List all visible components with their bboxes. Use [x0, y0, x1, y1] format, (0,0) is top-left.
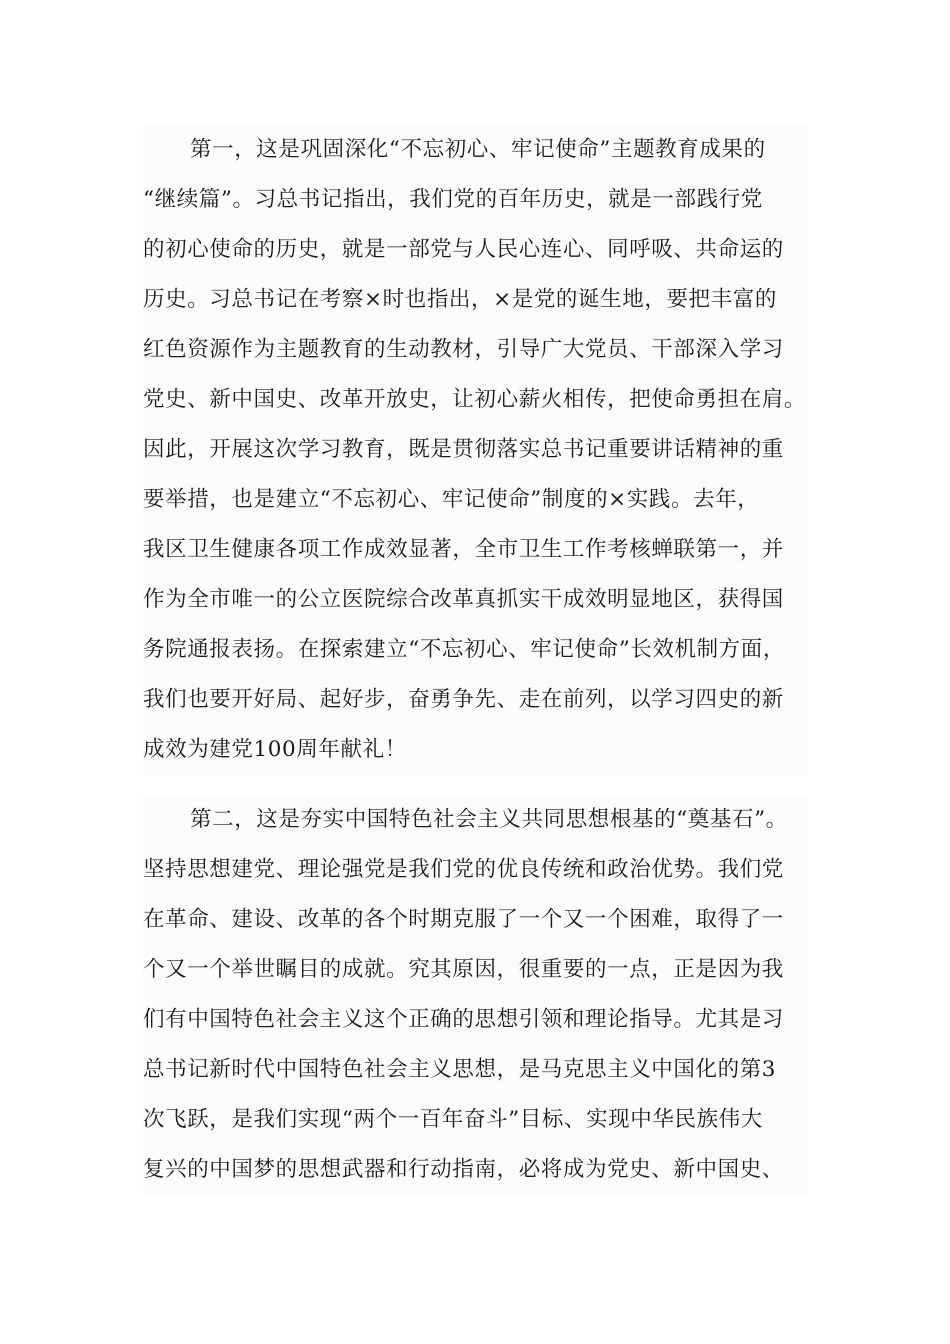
paragraph-line: 坚持思想建党、理论强党是我们党的优良传统和政治优势。我们党: [143, 857, 784, 882]
paragraph-line: 次飞跃，是我们实现“两个一百年奋斗”目标、实现中华民族伟大: [143, 1107, 763, 1132]
paragraph-1: [143, 125, 807, 775]
paragraph-line: 务院通报表扬。在探索建立“不忘初心、牢记使命”长效机制方面，: [143, 637, 785, 662]
paragraph-line: 作为全市唯一的公立医院综合改革真抓实干成效明显地区，获得国: [143, 587, 784, 612]
paragraph-line: 因此，开展这次学习教育，既是贯彻落实总书记重要讲话精神的重: [143, 437, 784, 462]
paragraph-line: 成效为建党100周年献礼！: [143, 737, 407, 762]
paragraph-line: 第一，这是巩固深化“不忘初心、牢记使命”主题教育成果的: [190, 137, 766, 162]
paragraph-line: 的初心使命的历史，就是一部党与人民心连心、同呼吸、共命运的: [143, 237, 784, 262]
paragraph-2: [143, 795, 807, 1195]
paragraph-line: 要举措，也是建立“不忘初心、牢记使命”制度的×实践。去年，: [143, 487, 760, 512]
paragraph-line: 第二，这是夯实中国特色社会主义共同思想根基的“奠基石”。: [190, 807, 788, 832]
paragraph-line: 我们也要开好局、起好步，奋勇争先、走在前列，以学习四史的新: [143, 687, 784, 712]
paragraph-line: “继续篇”。习总书记指出，我们党的百年历史，就是一部践行党: [143, 187, 763, 212]
paragraph-line: 红色资源作为主题教育的生动教材，引导广大党员、干部深入学习: [143, 337, 784, 362]
paragraph-line: 复兴的中国梦的思想武器和行动指南，必将成为党史、新中国史、: [143, 1157, 784, 1182]
paragraph-line: 在革命、建设、改革的各个时期克服了一个又一个困难，取得了一: [143, 907, 784, 932]
paragraph-line: 总书记新时代中国特色社会主义思想，是马克思主义中国化的第3: [143, 1057, 777, 1082]
paragraph-line: 我区卫生健康各项工作成效显著，全市卫生工作考核蝉联第一，并: [143, 537, 784, 562]
paragraph-line: 党史、新中国史、改革开放史，让初心薪火相传，把使命勇担在肩。: [143, 387, 807, 412]
paragraph-line: 历史。习总书记在考察×时也指出，×是党的诞生地，要把丰富的: [143, 287, 777, 312]
paragraph-line: 个又一个举世瞩目的成就。究其原因，很重要的一点，正是因为我: [143, 957, 784, 982]
paragraph-line: 们有中国特色社会主义这个正确的思想引领和理论指导。尤其是习: [143, 1007, 784, 1032]
